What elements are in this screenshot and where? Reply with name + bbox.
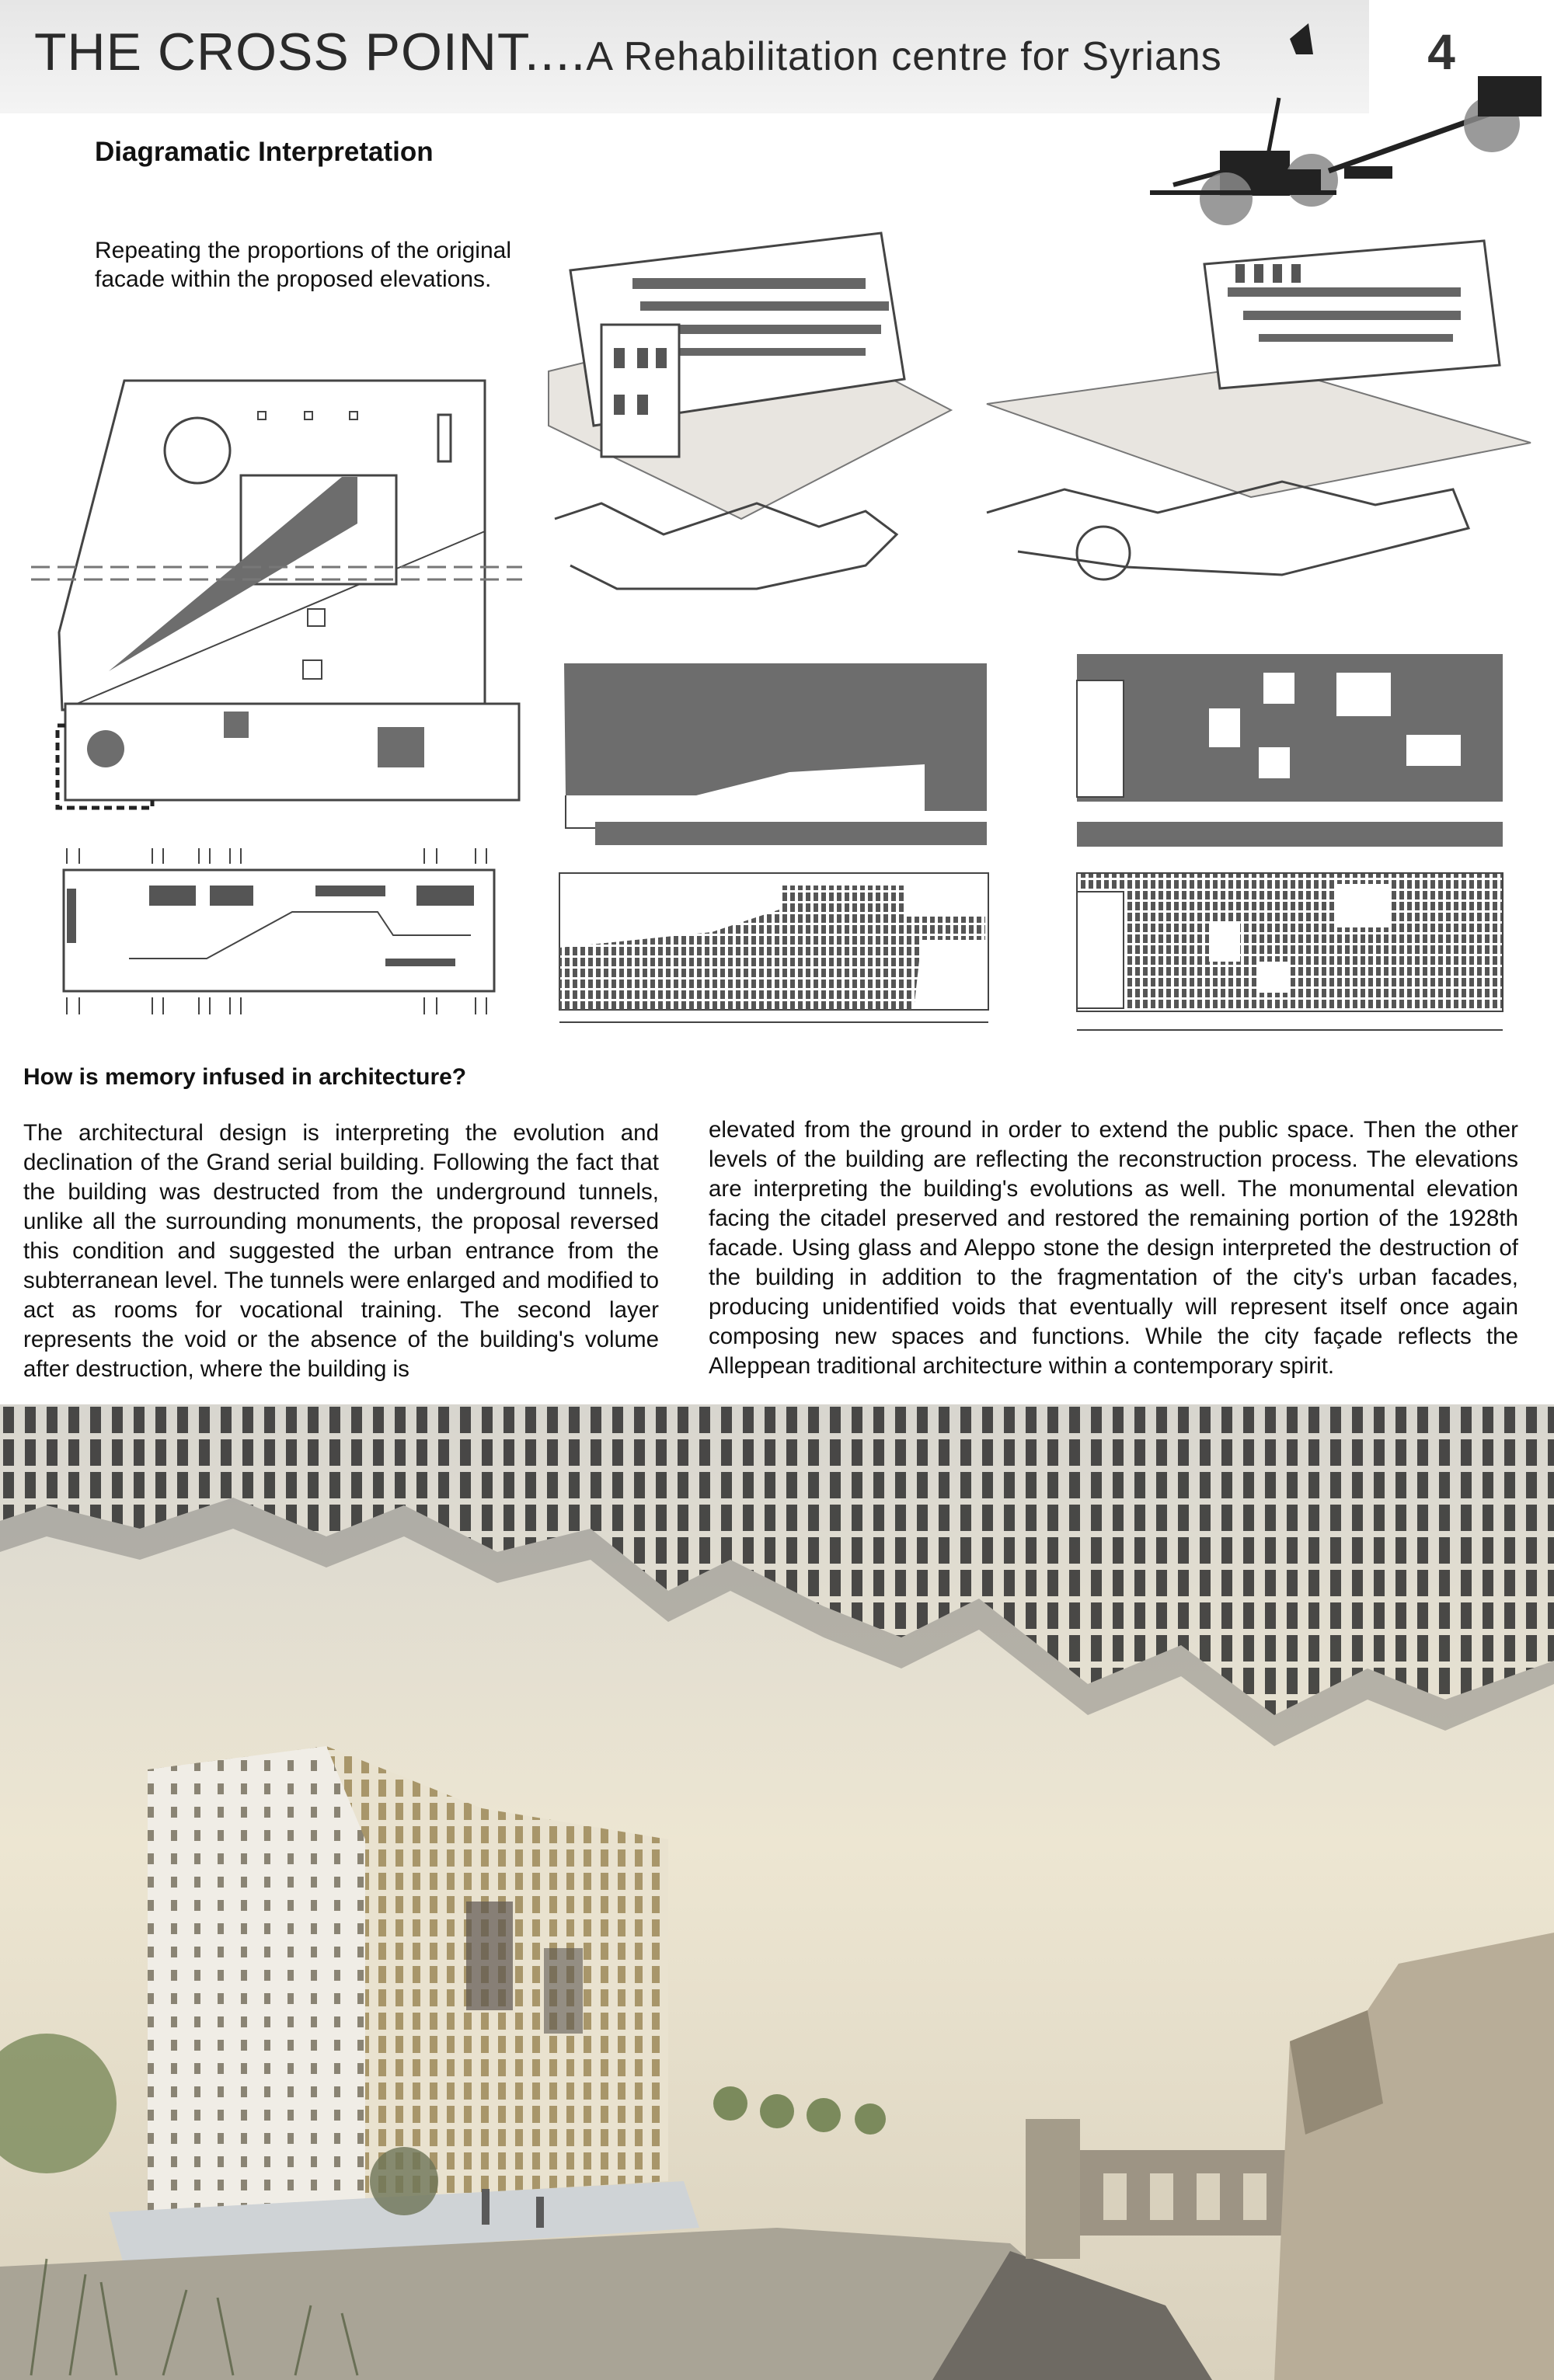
section-heading: Diagramatic Interpretation [95, 137, 434, 167]
perspective-render [0, 1404, 1554, 2380]
facade-grid-middle [556, 870, 991, 1038]
void-elevation-right [1072, 649, 1507, 851]
page-number: 4 [1427, 24, 1455, 80]
axonometric-view-left [539, 224, 959, 606]
axonometric-view-right [971, 233, 1546, 598]
void-elevation-middle [556, 656, 991, 850]
title-subtitle: A Rehabilitation centre for Syrians [586, 34, 1222, 79]
logo-graphic [1142, 8, 1546, 233]
diagram-caption: Repeating the proportions of the original facade within the proposed elevations. [95, 238, 511, 292]
original-facade-elevation [36, 842, 541, 1021]
title-main: THE CROSS POINT.... [34, 23, 587, 82]
site-plan-drawing [31, 376, 522, 811]
article-column-right: elevated from the ground in order to extend the public space. Then the other levels of the building are reflecting the reconstruction process. The elevations are interpreting the building's evolutions as well. The monumental elevation facing the citadel preserved and restored the remaining portion of the 1928th facade. Using glass and Aleppo stone the design interpreted the destruction of the building in addition to the fragmentation of the city's urban facades, producing unidentified voids that eventually will represent itself once again composing new spaces and functions. While the city façade reflects the Alleppean traditional architecture within a contemporary spirit. [709, 1117, 1518, 1379]
article-column-left: The architectural design is interpreting the evolution and declination of the Grand serial building. Following the fact that the building was destructed from the underground tunnels, unlike all the surrounding monuments, the proposal reversed this condition and suggested the urban entrance from the subterranean level. The tunnels were enlarged and modified to act as rooms for vocational training. The second layer represents the void or the absence of the building's volume after destruction, where the building is [23, 1120, 659, 1382]
page-title [34, 22, 1222, 82]
article-question-heading: How is memory infused in architecture? [23, 1064, 467, 1090]
facade-grid-right [1072, 868, 1507, 1039]
